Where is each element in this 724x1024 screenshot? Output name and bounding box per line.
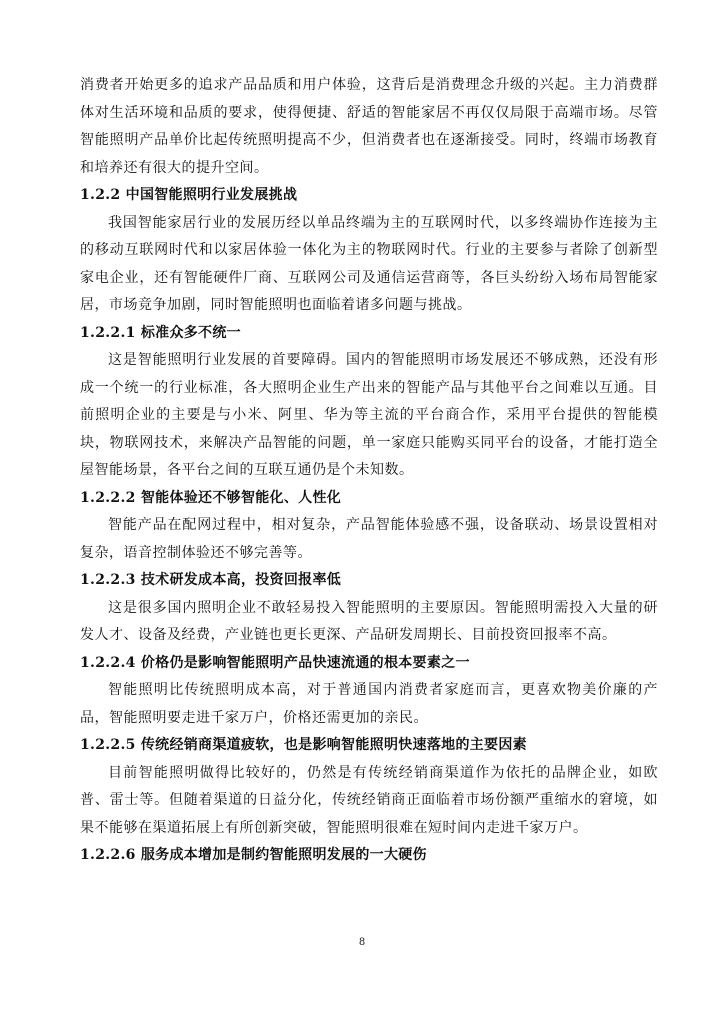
page-number: 8: [358, 937, 366, 948]
subsection-heading-1-2-2-1: 1.2.2.1 标准众多不统一: [80, 324, 241, 341]
paragraph-experience: 智能产品在配网过程中，相对复杂，产品智能体验感不强，设备联动、场景设置相对复杂，语音控制体验还不够完善等。: [80, 517, 658, 561]
document-body: [80, 72, 658, 870]
paragraph-price: 智能照明比传统照明成本高，对于普通国内消费者家庭而言，更喜欢物美价廉的产品，智能照明要走进千家万户，价格还需更加的亲民。: [80, 682, 658, 726]
paragraph-industry-challenges: 我国智能家居行业的发展历经以单品终端为主的互联网时代，以多终端协作连接为主的移动互联网时代和以家居体验一体化为主的物联网时代。行业的主要参与者除了创新型家电企业，还有智能硬件厂商、互联网公司及通信运营商等，各巨头纷纷入场布局智能家居，市场竞争加剧，同时智能照明也面临着诸多问题与挑战。: [80, 214, 658, 313]
paragraph-standards: 这是智能照明行业发展的首要障碍。国内的智能照明市场发展还不够成熟，还没有形成一个统一的行业标准，各大照明企业生产出来的智能产品与其他平台之间难以互通。目前照明企业的主要是与小米、阿里、华为等主流的平台商合作，采用平台提供的智能模块，物联网技术，来解决产品智能的问题，单一家庭只能购买同平台的设备，才能打造全屋智能场景，各平台之间的互联互通仍是个未知数。: [80, 352, 658, 478]
paragraph-consumer-upgrade: 消费者开始更多的追求产品品质和用户体验，这背后是消费理念升级的兴起。主力消费群体对生活环境和品质的要求，使得便捷、舒适的智能家居不再仅仅局限于高端市场。尽管智能照明产品单价比起传统照明提高不少，但消费者也在逐渐接受。同时，终端市场教育和培养还有很大的提升空间。: [80, 77, 658, 176]
subsection-heading-1-2-2-4: 1.2.2.4 价格仍是影响智能照明产品快速流通的根本要素之一: [80, 654, 470, 671]
section-heading-1-2-2: 1.2.2 中国智能照明行业发展挑战: [80, 187, 298, 203]
subsection-heading-1-2-2-3: 1.2.2.3 技术研发成本高，投资回报率低: [80, 572, 342, 588]
subsection-heading-1-2-2-6: 1.2.2.6 服务成本增加是制约智能照明发展的一大硬伤: [80, 847, 427, 863]
subsection-heading-1-2-2-2: 1.2.2.2 智能体验还不够智能化、人性化: [80, 489, 342, 506]
paragraph-channels: 目前智能照明做得比较好的，仍然是有传统经销商渠道作为依托的品牌企业，如欧普、雷士等。但随着渠道的日益分化，传统经销商正面临着市场份额严重缩水的窘境，如果不能够在渠道拓展上有所创新突破，智能照明很难在短时间内走进千家万户。: [80, 764, 658, 836]
paragraph-rd-cost: 这是很多国内照明企业不敢轻易投入智能照明的主要原因。智能照明需投入大量的研发人才、设备及经费，产业链也更长更深、产品研发周期长、目前投资回报率不高。: [80, 599, 658, 643]
subsection-heading-1-2-2-5: 1.2.2.5 传统经销商渠道疲软，也是影响智能照明快速落地的主要因素: [80, 737, 527, 753]
